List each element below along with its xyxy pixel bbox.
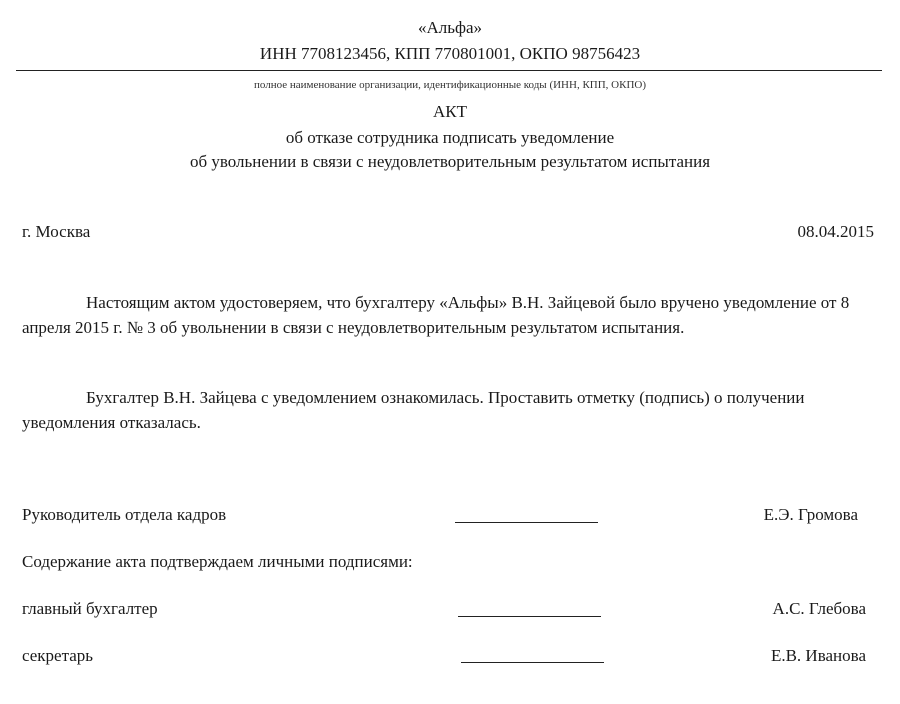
header-divider xyxy=(16,70,882,71)
signature-line-accountant xyxy=(458,616,601,617)
signature-name-secretary: Е.В. Иванова xyxy=(770,646,866,665)
document-city: г. Москва xyxy=(22,222,91,241)
document-title: АКТ xyxy=(433,102,467,121)
body-paragraph-2-text: Бухгалтер В.Н. Зайцева с уведомлением ознакомилась. Проставить отметку (подпись) о получении уведомления отказалась. xyxy=(22,388,805,432)
organization-caption: полное наименование организации, идентификационные коды (ИНН, КПП, ОКПО) xyxy=(253,79,646,91)
signatures-confirm-text: Содержание акта подтверждаем личными подписями: xyxy=(22,552,413,571)
signature-name-accountant: А.С. Глебова xyxy=(772,599,866,618)
document-date: 08.04.2015 xyxy=(797,222,874,241)
signature-role-accountant: главный бухгалтер xyxy=(22,599,158,618)
signature-line-secretary xyxy=(461,662,604,663)
signature-name-hr-head: Е.Э. Громова xyxy=(763,505,858,524)
body-paragraph-1-text: Настоящим актом удостоверяем, что бухгалтеру «Альфы» В.Н. Зайцевой было вручено уведомление от 8 апреля 2015 г. № 3 об увольнении в связи с неудовлетворительным результатом испытания. xyxy=(22,293,850,337)
document-subtitle-line1: об отказе сотрудника подписать уведомление xyxy=(285,128,615,147)
organization-codes: ИНН 7708123456, КПП 770801001, ОКПО 98756423 xyxy=(259,44,641,63)
signature-role-secretary: секретарь xyxy=(22,646,94,665)
organization-name: «Альфа» xyxy=(417,18,483,37)
body-paragraph-2 xyxy=(22,385,867,435)
body-paragraph-1 xyxy=(22,290,867,340)
document-subtitle-line2: об увольнении в связи с неудовлетворительным результатом испытания xyxy=(189,152,711,171)
signature-role-hr-head: Руководитель отдела кадров xyxy=(22,505,227,524)
signature-line-hr-head xyxy=(455,522,598,523)
